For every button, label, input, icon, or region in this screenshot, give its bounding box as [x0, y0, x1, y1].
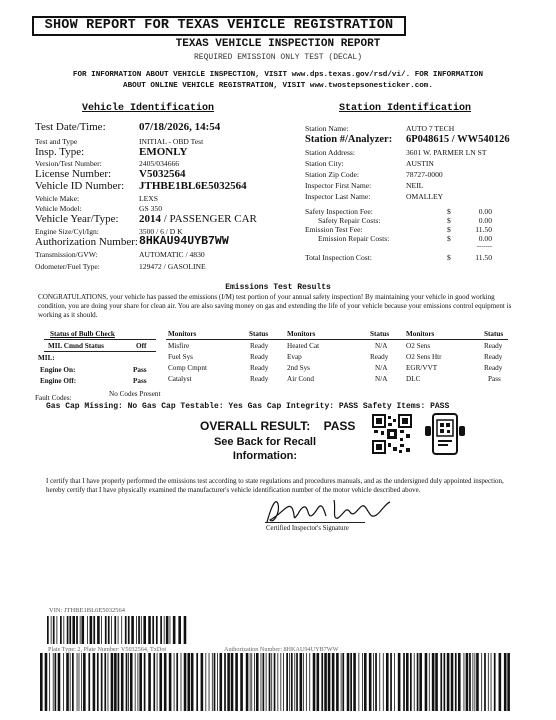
report-title: TEXAS VEHICLE INSPECTION REPORT	[175, 38, 381, 50]
footer-vin-label: VIN: JTHBE1BL6E5032564	[49, 607, 126, 614]
odometer-label: Odometer/Fuel Type:	[35, 262, 100, 271]
year-value: 2014 / PASSENGER CAR	[139, 213, 257, 225]
fee-value: 0.00	[478, 234, 492, 243]
test-type-label: Test and Type	[35, 137, 78, 146]
bulb-row-label: MIL:	[38, 354, 55, 362]
monitor-name: Misfire	[168, 342, 190, 350]
signature-line	[265, 522, 365, 523]
fee-value: 11.50	[475, 225, 492, 234]
fee-label: Safety Repair Costs:	[318, 216, 381, 225]
status-header: Status	[249, 330, 269, 338]
insp-type-label: Insp. Type:	[35, 146, 85, 158]
monitor-name: Fuel Sys	[168, 353, 193, 361]
analyzer-label: Station #/Analyzer:	[305, 134, 393, 145]
odometer-value: 129472 / GASOLINE	[139, 262, 206, 271]
registration-barcode	[40, 653, 512, 711]
station-name-label: Station Name:	[305, 124, 349, 133]
monitor-name: Heated Cat	[287, 342, 320, 350]
fee-label: Emission Repair Costs:	[318, 234, 390, 243]
report-subtitle: REQUIRED EMISSION ONLY TEST (DECAL)	[193, 53, 363, 62]
bulb-row-value: Pass	[133, 377, 147, 385]
monitor-status: Ready	[250, 375, 269, 383]
monitor-name: DLC	[406, 375, 421, 383]
phone-qr-icon	[423, 412, 467, 456]
version-label: Version/Test Number:	[35, 159, 102, 168]
monitor-name: Comp Cmpnt	[168, 364, 207, 372]
bulb-row-value: Off	[136, 342, 147, 350]
fee-label: Safety Inspection Fee:	[305, 207, 373, 216]
fee-currency: $	[447, 234, 451, 243]
monitor-status: Pass	[488, 375, 501, 383]
year-label: Vehicle Year/Type:	[35, 213, 119, 225]
address-value: 3601 W. PARMER LN ST	[406, 148, 487, 157]
report-banner: SHOW REPORT FOR TEXAS VEHICLE REGISTRATION	[32, 16, 406, 36]
fee-currency: $	[447, 225, 451, 234]
monitor-name: 2nd Sys	[287, 364, 310, 372]
zip-label: Station Zip Code:	[305, 170, 359, 179]
signature-label: Certified Inspector's Signature	[266, 525, 349, 532]
trans-value: AUTOMATIC / 4830	[139, 250, 205, 259]
trans-label: Transmission/GVW:	[35, 250, 98, 259]
fee-currency: $	[447, 216, 451, 225]
monitor-status: Ready	[484, 353, 503, 361]
monitor-name: O2 Sens Htr	[406, 353, 442, 361]
total-value: 11.50	[475, 253, 492, 262]
version-value: 2405/034666	[139, 159, 180, 168]
monitor-status: N/A	[375, 364, 388, 372]
authorization-line: Authorization Number: 8HKAU94UYB7WW	[224, 646, 339, 653]
bulb-check-header: Status of Bulb Check	[50, 330, 115, 338]
test-date-value: 07/18/2026, 14:54	[139, 121, 221, 133]
inspector-last-label: Inspector Last Name:	[305, 192, 371, 201]
info-line-2: ABOUT ONLINE VEHICLE REGISTRATION, VISIT www.twostepsonesticker.com.	[123, 82, 433, 90]
bulb-row-value: Pass	[133, 366, 147, 374]
model-label: Vehicle Model:	[35, 204, 82, 213]
inspector-first-label: Inspector First Name:	[305, 181, 372, 190]
auth-label: Authorization Number:	[35, 236, 138, 248]
license-value: V5032564	[139, 168, 186, 180]
vin-label: Vehicle ID Number:	[35, 180, 125, 192]
fee-label: Emission Test Fee:	[305, 225, 363, 234]
status-header: Status	[370, 330, 390, 338]
bulb-row-label: Engine On:	[40, 366, 76, 374]
gas-cap-line: Gas Cap Missing: No Gas Cap Testable: Yes Gas Cap Integrity: PASS Safety Items: PASS	[46, 402, 450, 411]
monitor-status: Ready	[370, 353, 389, 361]
monitor-status: Ready	[250, 364, 269, 372]
inspector-last-value: OMALLEY	[406, 192, 444, 201]
bulb-row-label: MIL Cmnd Status	[48, 342, 104, 350]
monitors-header: Monitors	[287, 330, 316, 338]
status-header: Status	[484, 330, 504, 338]
fee-value: 0.00	[478, 216, 492, 225]
fee-separator: -------	[476, 243, 492, 250]
monitor-name: EGR/VVT	[406, 364, 438, 372]
model-value: GS 350	[139, 204, 162, 213]
vin-barcode	[47, 616, 187, 644]
make-value: LEXS	[139, 194, 158, 203]
test-date-label: Test Date/Time:	[35, 121, 106, 133]
monitors-header: Monitors	[168, 330, 197, 338]
address-label: Station Address:	[305, 148, 355, 157]
divider	[44, 351, 156, 352]
emissions-text: CONGRATULATIONS, your vehicle has passed the emissions (I/M) test portion of your annual safety inspection! By maintaining your vehicle in good working condition, you are doing your share for clean air. You are also saving money on gas and extending the life of your vehicle because your emissions control equipment is working as it should.	[38, 293, 512, 319]
engine-value: 3500 / 6 / D K	[139, 227, 183, 236]
monitor-name: Air Cond	[287, 375, 314, 383]
city-label: Station City:	[305, 159, 344, 168]
station-section-title: Station Identification	[339, 103, 472, 114]
fault-codes-label: Fault Codes:	[35, 394, 72, 402]
auth-value: 8HKAU94UYB7WW	[139, 235, 229, 248]
monitor-status: N/A	[375, 375, 388, 383]
fault-codes-value: No Codes Present	[109, 390, 161, 398]
divider	[44, 339, 156, 340]
fee-value: 0.00	[478, 207, 492, 216]
info-line-1: FOR INFORMATION ABOUT VEHICLE INSPECTION, VISIT www.dps.texas.gov/rsd/vi/. FOR INFORMATION	[72, 71, 484, 79]
monitor-name: Catalyst	[168, 375, 192, 383]
monitor-status: Ready	[250, 353, 269, 361]
vehicle-section-title: Vehicle Identification	[82, 103, 215, 114]
inspector-first-value: NEIL	[406, 181, 424, 190]
recall-info: See Back for Recall Information:	[213, 436, 317, 462]
make-label: Vehicle Make:	[35, 194, 80, 203]
monitors-header: Monitors	[406, 330, 435, 338]
insp-type-value: EMONLY	[139, 146, 188, 158]
vin-value: JTHBE1BL6E5032564	[139, 180, 247, 192]
emissions-title: Emissions Test Results	[225, 283, 331, 292]
bulb-row-label: Engine Off:	[40, 377, 77, 385]
monitor-status: N/A	[375, 342, 388, 350]
divider	[166, 339, 508, 340]
certification-text: I certify that I have properly performed the emissions test according to state regulations and procedures manuals, and as the undersigned duly appointed inspection, hereby certify that I have physically examined the manufacturer's vehicle identification number of the motor vehicle described above.	[46, 477, 504, 494]
test-type-value: INITIAL - OBD Test	[139, 137, 204, 146]
license-label: License Number:	[35, 168, 112, 180]
plate-line: Plate Type: 2, Plate Number: V5032564, TxDot	[48, 646, 167, 653]
monitor-name: Evap	[287, 353, 302, 361]
fee-currency: $	[447, 207, 451, 216]
monitor-status: Ready	[250, 342, 269, 350]
analyzer-value: 6P048615 / WW540126	[406, 134, 510, 145]
total-currency: $	[447, 253, 451, 262]
qr-code-icon	[372, 414, 412, 454]
monitor-name: O2 Sens	[406, 342, 431, 350]
total-label: Total Inspection Cost:	[305, 253, 372, 262]
zip-value: 78727-0000	[406, 170, 443, 179]
city-value: AUSTIN	[406, 159, 434, 168]
overall-result-text: OVERALL RESULT: PASS	[200, 419, 356, 433]
engine-label: Engine Size/Cyl/Ign:	[35, 227, 99, 236]
station-name-value: AUTO 7 TECH	[406, 124, 455, 133]
monitor-status: Ready	[484, 364, 503, 372]
monitor-status: Ready	[484, 342, 503, 350]
